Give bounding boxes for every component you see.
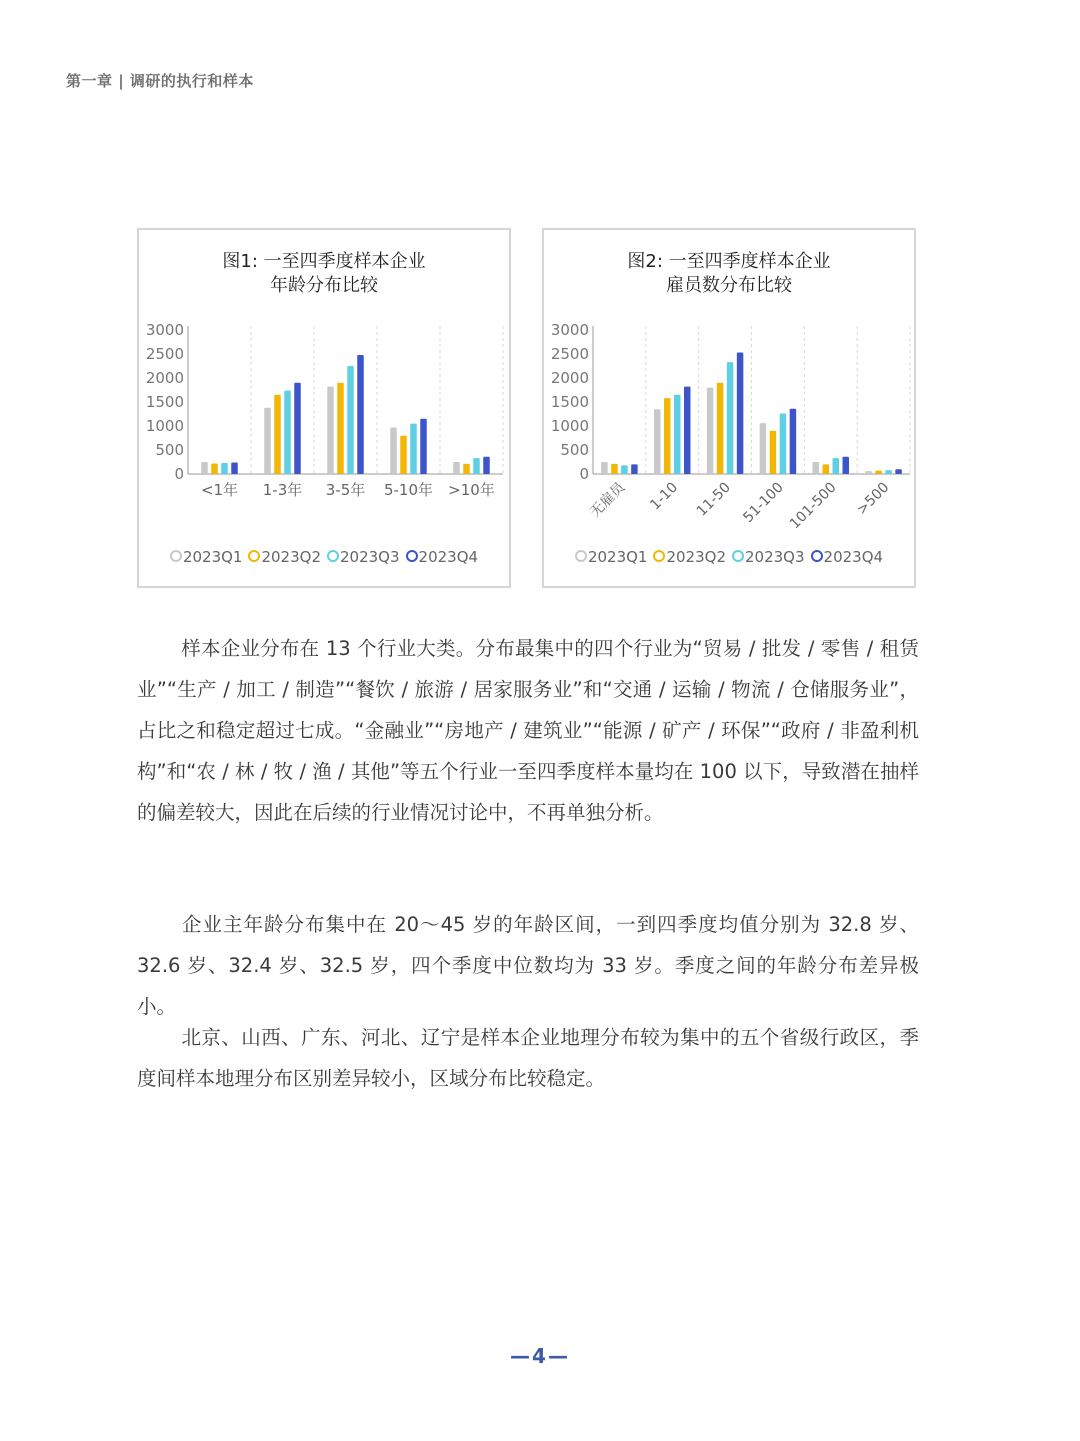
x-tick-label: 51-100 xyxy=(740,479,787,526)
bar xyxy=(790,409,797,474)
bar xyxy=(420,419,427,474)
chart-title-line1: 图2: 一至四季度样本企业 xyxy=(627,251,831,272)
bar xyxy=(294,383,301,474)
legend-item xyxy=(653,548,726,566)
bar xyxy=(284,390,291,474)
legend-label: 2023Q3 xyxy=(340,548,400,566)
legend-swatch-icon xyxy=(811,550,823,562)
legend-item xyxy=(732,548,805,566)
y-tick-label: 0 xyxy=(579,465,589,483)
legend-swatch-icon xyxy=(575,550,587,562)
legend-label: 2023Q2 xyxy=(261,548,321,566)
chart-panel-employees xyxy=(542,228,916,588)
bar xyxy=(707,388,714,474)
bar xyxy=(875,471,882,474)
legend-label: 2023Q2 xyxy=(666,548,726,566)
x-tick-label: 11-50 xyxy=(693,479,734,520)
bar xyxy=(390,427,397,474)
bar xyxy=(664,398,671,474)
bar xyxy=(483,457,490,474)
bar xyxy=(347,366,354,474)
bar xyxy=(770,431,777,474)
legend-label: 2023Q4 xyxy=(418,548,479,566)
bar xyxy=(357,355,364,474)
bar xyxy=(410,424,417,474)
bar xyxy=(264,408,271,474)
chart-title-line2: 雇员数分布比较 xyxy=(666,275,792,296)
y-tick-label: 3000 xyxy=(550,321,589,339)
bar xyxy=(727,362,734,474)
bar xyxy=(621,465,628,474)
bar xyxy=(737,353,744,474)
x-tick-label: >10年 xyxy=(448,481,495,499)
y-tick-label: 3000 xyxy=(145,321,184,339)
chart-plot-employees xyxy=(544,230,914,586)
body-paragraph xyxy=(137,1017,919,1099)
bar xyxy=(684,387,691,474)
bar xyxy=(211,463,218,474)
legend-item xyxy=(248,548,321,566)
bar xyxy=(601,462,608,474)
bar xyxy=(717,383,724,474)
y-tick-label: 500 xyxy=(155,441,184,459)
running-header: 第一章 | 调研的执行和样本 xyxy=(66,72,254,90)
bar xyxy=(885,470,892,474)
legend-swatch-icon xyxy=(327,550,339,562)
legend-swatch-icon xyxy=(170,550,182,562)
y-tick-label: 500 xyxy=(560,441,589,459)
bar xyxy=(201,462,208,474)
chart-plot-age xyxy=(139,230,509,586)
bar xyxy=(453,462,460,474)
legend-item xyxy=(327,548,400,566)
bar xyxy=(631,464,638,474)
y-tick-label: 1500 xyxy=(550,393,589,411)
y-tick-label: 1000 xyxy=(145,417,184,435)
x-tick-label: 3-5年 xyxy=(325,481,366,499)
bar xyxy=(813,462,820,474)
legend-swatch-icon xyxy=(406,550,418,562)
y-tick-label: 2000 xyxy=(145,369,184,387)
y-tick-label: 2500 xyxy=(550,345,589,363)
bar xyxy=(221,463,228,474)
legend-label: 2023Q1 xyxy=(182,548,243,566)
body-paragraph xyxy=(137,904,919,1027)
bar xyxy=(654,409,661,474)
bar xyxy=(865,471,872,474)
x-tick-label: >500 xyxy=(853,479,893,519)
legend-item xyxy=(575,548,648,566)
legend-swatch-icon xyxy=(248,550,260,562)
legend-swatch-icon xyxy=(653,550,665,562)
bar xyxy=(823,464,830,474)
bar xyxy=(337,383,344,474)
bar xyxy=(327,387,334,474)
bar xyxy=(473,458,480,474)
y-tick-label: 0 xyxy=(174,465,184,483)
legend-item xyxy=(811,548,884,566)
legend-label: 2023Q4 xyxy=(823,548,884,566)
chart-legend xyxy=(544,548,914,566)
legend-label: 2023Q1 xyxy=(587,548,648,566)
x-tick-label: 1-10 xyxy=(647,479,682,514)
bar xyxy=(400,436,407,474)
paragraph-text: 企业主年龄分布集中在 20～45 岁的年龄区间，一到四季度均值分别为 32.8 岁、32.6 岁、32.4 岁、32.5 岁，四个季度中位数均为 33 岁。季度之间的年龄分布差异极小。 xyxy=(137,913,919,1018)
legend-swatch-icon xyxy=(732,550,744,562)
chart-title-line1: 图1: 一至四季度样本企业 xyxy=(222,251,426,272)
paragraph-text: 北京、山西、广东、河北、辽宁是样本企业地理分布较为集中的五个省级行政区，季度间样本地理分布区别差异较小，区域分布比较稳定。 xyxy=(137,1026,919,1090)
x-tick-label: 无雇员 xyxy=(587,479,629,521)
bar xyxy=(674,395,681,474)
bar xyxy=(780,414,787,474)
chart-panel-age xyxy=(137,228,511,588)
y-tick-label: 2500 xyxy=(145,345,184,363)
bar xyxy=(274,395,281,474)
bar xyxy=(760,423,767,474)
paragraph-text: 样本企业分布在 13 个行业大类。分布最集中的四个行业为“贸易 / 批发 / 零售 / 租赁业”“生产 / 加工 / 制造”“餐饮 / 旅游 / 居家服务业”和“交通 / 运输 / 物流 / 仓储服务业”，占比之和稳定超过七成。“金融业”“房地产 / 建筑业”“能源 / 矿产 / 环保”“政府 / 非盈利机构”和“农 / 林 / 牧 / 渔 / 其他”等五个行业一至四季度样本量均在 100 以下，导致潜在抽样的偏差较大，因此在后续的行业情况讨论中，不再单独分析。 xyxy=(137,637,919,824)
x-tick-label: 5-10年 xyxy=(383,481,434,499)
legend-item xyxy=(406,548,479,566)
x-tick-label: <1年 xyxy=(200,481,239,499)
bar xyxy=(843,457,850,474)
y-tick-label: 1000 xyxy=(550,417,589,435)
page-number: —4— xyxy=(510,1344,570,1368)
legend-item xyxy=(170,548,243,566)
bar xyxy=(833,458,840,474)
y-tick-label: 1500 xyxy=(145,393,184,411)
bar xyxy=(231,462,238,474)
bar xyxy=(463,464,470,474)
chart-title-line2: 年龄分布比较 xyxy=(270,275,378,296)
legend-label: 2023Q3 xyxy=(745,548,805,566)
x-tick-label: 1-3年 xyxy=(262,481,303,499)
y-tick-label: 2000 xyxy=(550,369,589,387)
chart-legend xyxy=(139,548,509,566)
body-paragraph xyxy=(137,628,919,833)
x-tick-label: 101-500 xyxy=(786,479,840,533)
bar xyxy=(611,464,618,474)
bar xyxy=(895,469,902,474)
